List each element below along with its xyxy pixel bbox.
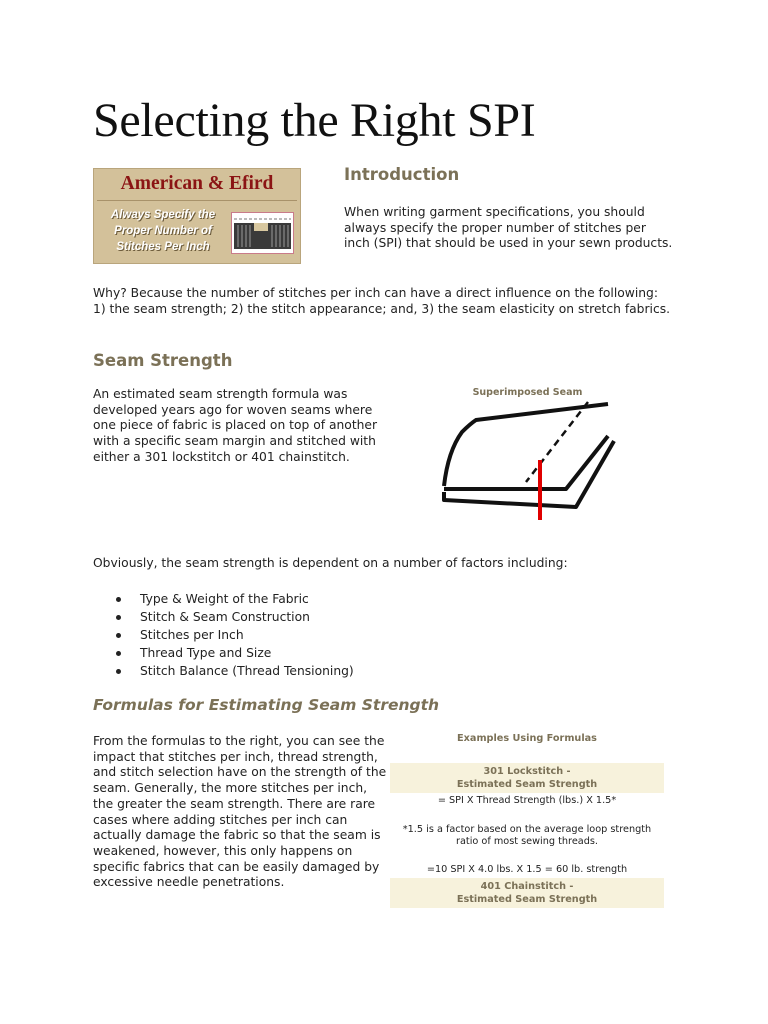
brand-banner-image (93, 168, 301, 264)
seam-strength-heading: Seam Strength (93, 351, 233, 370)
chainstitch-subtitle: Estimated Seam Strength (456, 894, 598, 905)
list-item: Stitch Balance (Thread Tensioning) (115, 662, 354, 680)
lockstitch-subtitle: Estimated Seam Strength (456, 779, 598, 790)
introduction-heading: Introduction (344, 165, 460, 184)
lockstitch-example: =10 SPI X 4.0 lbs. X 1.5 = 60 lb. strength (426, 864, 628, 875)
factors-list (115, 590, 354, 680)
list-item: Stitches per Inch (115, 626, 354, 644)
list-item: Stitch & Seam Construction (115, 608, 354, 626)
why-paragraph: Why? Because the number of stitches per inch can have a direct influence on the following: 1) the seam strength; 2) the stitch appearance; and, 3) the seam elasticity on stretch fabrics. (93, 286, 671, 316)
banner-divider (97, 200, 297, 201)
loop-strength-note-cont: ratio of most sewing threads. (456, 836, 598, 847)
page-title: Selecting the Right SPI (93, 94, 536, 147)
list-item: Type & Weight of the Fabric (115, 590, 354, 608)
introduction-text: When writing garment specifications, you should always specify the proper number of stitches per inch (SPI) that should be used in your sewn products. (344, 205, 673, 251)
chainstitch-title: 401 Chainstitch - (480, 881, 574, 892)
lockstitch-title: 301 Lockstitch - (483, 766, 571, 777)
chainstitch-header (390, 878, 664, 908)
banner-brand-name: American & Efird (120, 173, 274, 194)
stitch-photo-icon (231, 212, 294, 254)
diagram-caption: Superimposed Seam (472, 387, 583, 398)
stitch-sample-graphic (232, 213, 293, 253)
superimposed-seam-diagram (436, 396, 618, 524)
examples-table (390, 730, 664, 908)
seam-strength-text: An estimated seam strength formula was developed years ago for woven seams where one piece of fabric is placed on top of another with a specific seam margin and stitched with either a 301 lockstitch or 401 chainstitch. (93, 387, 378, 464)
banner-tagline: Always Specify the Proper Number of Stitches Per Inch (110, 209, 216, 253)
list-item: Thread Type and Size (115, 644, 354, 662)
formulas-text: From the formulas to the right, you can see the impact that stitches per inch, thread strength, and stitch selection have on the strength of the seam. Generally, the more stitches per inch, the greater the seam strength. There are rare cases where adding stitches per inch can actually damage the fabric so that the seam is weakened, however, this only happens on specific fabrics that can be easily damaged by excessive needle penetrations. (93, 734, 387, 890)
factors-intro-text: Obviously, the seam strength is dependent on a number of factors including: (93, 556, 568, 570)
examples-title: Examples Using Formulas (457, 733, 597, 744)
loop-strength-note: *1.5 is a factor based on the average loop strength (402, 824, 652, 835)
formulas-heading: Formulas for Estimating Seam Strength (93, 696, 440, 714)
lockstitch-formula: = SPI X Thread Strength (lbs.) X 1.5* (437, 795, 617, 806)
lockstitch-header (390, 763, 664, 793)
